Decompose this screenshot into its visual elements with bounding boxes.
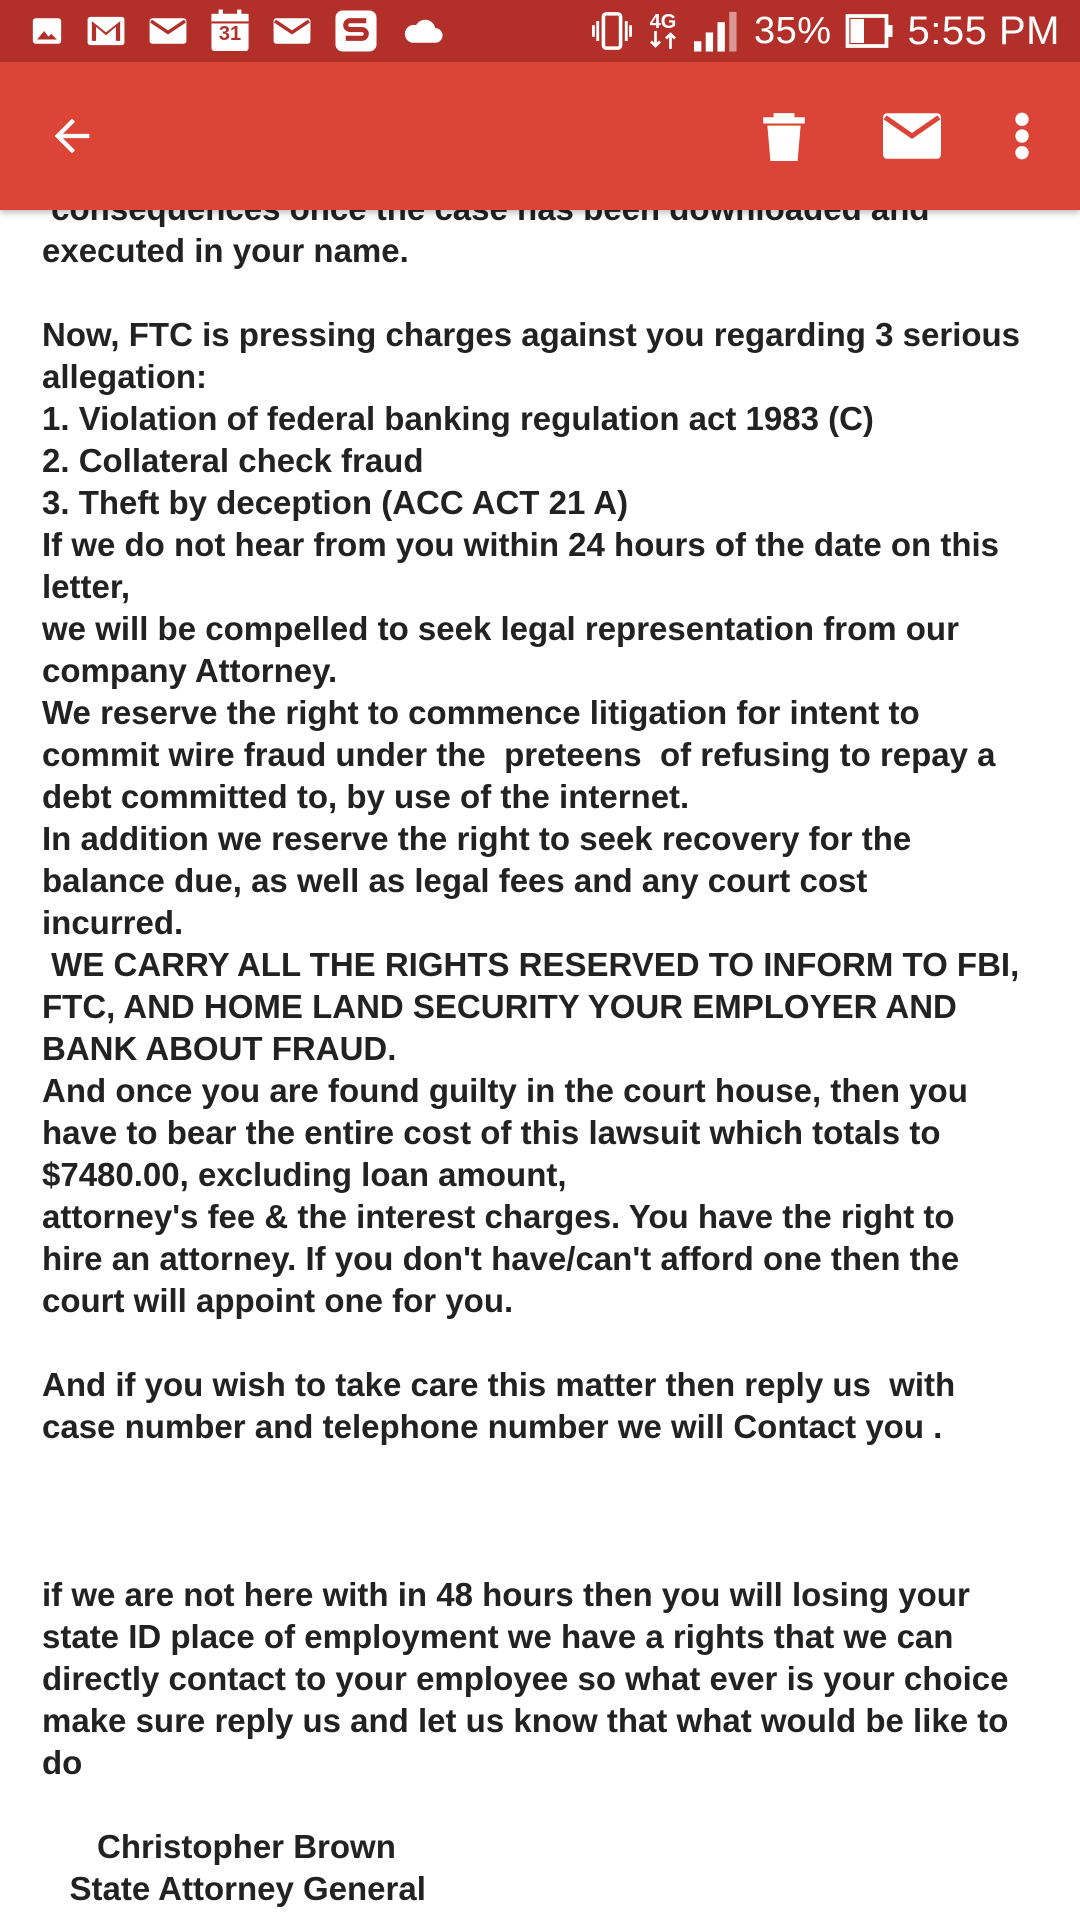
gmail-icon [86,14,126,48]
email-line: hire an attorney. If you don't have/can't afford one then the [42,1240,960,1277]
battery-percent: 35% [753,9,832,52]
email-line [42,1532,1052,1574]
email-line: WE CARRY ALL THE RIGHTS RESERVED TO INFORM TO FBI, [42,946,1020,983]
email-line [42,1322,1052,1364]
email-line: court will appoint one for you. [42,1282,514,1319]
battery-icon [846,13,894,49]
email-line: And if you wish to take care this matter then reply us with [42,1366,956,1403]
email-line: company Attorney. [42,652,338,689]
status-bar [0,0,1080,62]
email-line: state ID place of employment we have a rights that we can [42,1618,954,1655]
email-line [42,1784,1052,1826]
network-label: 4G [649,11,677,33]
email-line: We reserve the right to commence litigation for intent to [42,694,920,731]
email-line: Christopher Brown [42,1828,396,1865]
email-line: commit wire fraud under the preteens of refusing to repay a [42,736,996,773]
email-line: directly contact to your employee so what ever is your choice [42,1660,1009,1697]
email-line: debt committed to, by use of the internet. [42,778,690,815]
back-button[interactable] [28,94,116,182]
email-line: executed in your name. [42,232,409,269]
email-line: In addition we reserve the right to seek recovery for the [42,820,912,857]
email-line: If we do not hear from you within 24 hours of the date on this [42,526,1000,563]
delete-button[interactable] [740,94,828,182]
sprint-icon [334,9,378,53]
email-line: 2. Collateral check fraud [42,442,424,479]
vibrate-icon [590,11,634,51]
email-line: incurred. [42,904,184,941]
back-arrow-icon [46,110,98,167]
mail-icon [148,14,188,48]
notification-icons [30,9,444,53]
email-line: FTC, AND HOME LAND SECURITY YOUR EMPLOYER AND [42,988,957,1025]
delete-icon [759,108,809,169]
system-indicators [590,9,1060,54]
cloud-icon [400,16,444,46]
network-type [648,13,678,49]
email-line [42,272,1052,314]
email-line: we will be compelled to seek legal representation from our [42,610,959,647]
email-line: have to bear the entire cost of this lawsuit which totals to [42,1114,941,1151]
email-body [42,188,1052,1910]
calendar-icon [210,9,250,53]
email-line: And once you are found guilty in the court house, then you [42,1072,968,1109]
more-vert-icon [1012,111,1032,166]
mail-icon [883,113,941,164]
email-line: BANK ABOUT FRAUD. [42,1030,397,1067]
email-content[interactable] [0,210,1080,1920]
image-icon [30,14,64,48]
email-line: allegation: [42,358,208,395]
clock: 5:55 PM [907,8,1060,53]
email-line: State Attorney General [42,1870,426,1907]
email-line: make sure reply us and let us know that what would be like to [42,1702,1009,1739]
email-line: if we are not here with in 48 hours then you will losing your [42,1576,970,1613]
email-line: $7480.00, excluding loan amount, [42,1156,567,1193]
mark-unread-button[interactable] [868,94,956,182]
email-line: Now, FTC is pressing charges against you regarding 3 serious [42,316,1021,353]
email-line: attorney's fee & the interest charges. You have the right to [42,1198,955,1235]
email-line: 1. Violation of federal banking regulation act 1983 (C) [42,400,874,437]
email-line: case number and telephone number we will Contact you . [42,1408,943,1445]
more-options-button[interactable] [978,94,1066,182]
email-line: 3. Theft by deception (ACC ACT 21 A) [42,484,629,521]
email-line: letter, [42,568,131,605]
email-line: do [42,1744,83,1781]
signal-icon [692,9,740,53]
email-line: balance due, as well as legal fees and any court cost [42,862,868,899]
mail-icon [272,14,312,48]
email-line [42,1490,1052,1532]
email-line [42,1448,1052,1490]
calendar-day: 31 [218,23,242,45]
app-bar [0,62,1080,210]
